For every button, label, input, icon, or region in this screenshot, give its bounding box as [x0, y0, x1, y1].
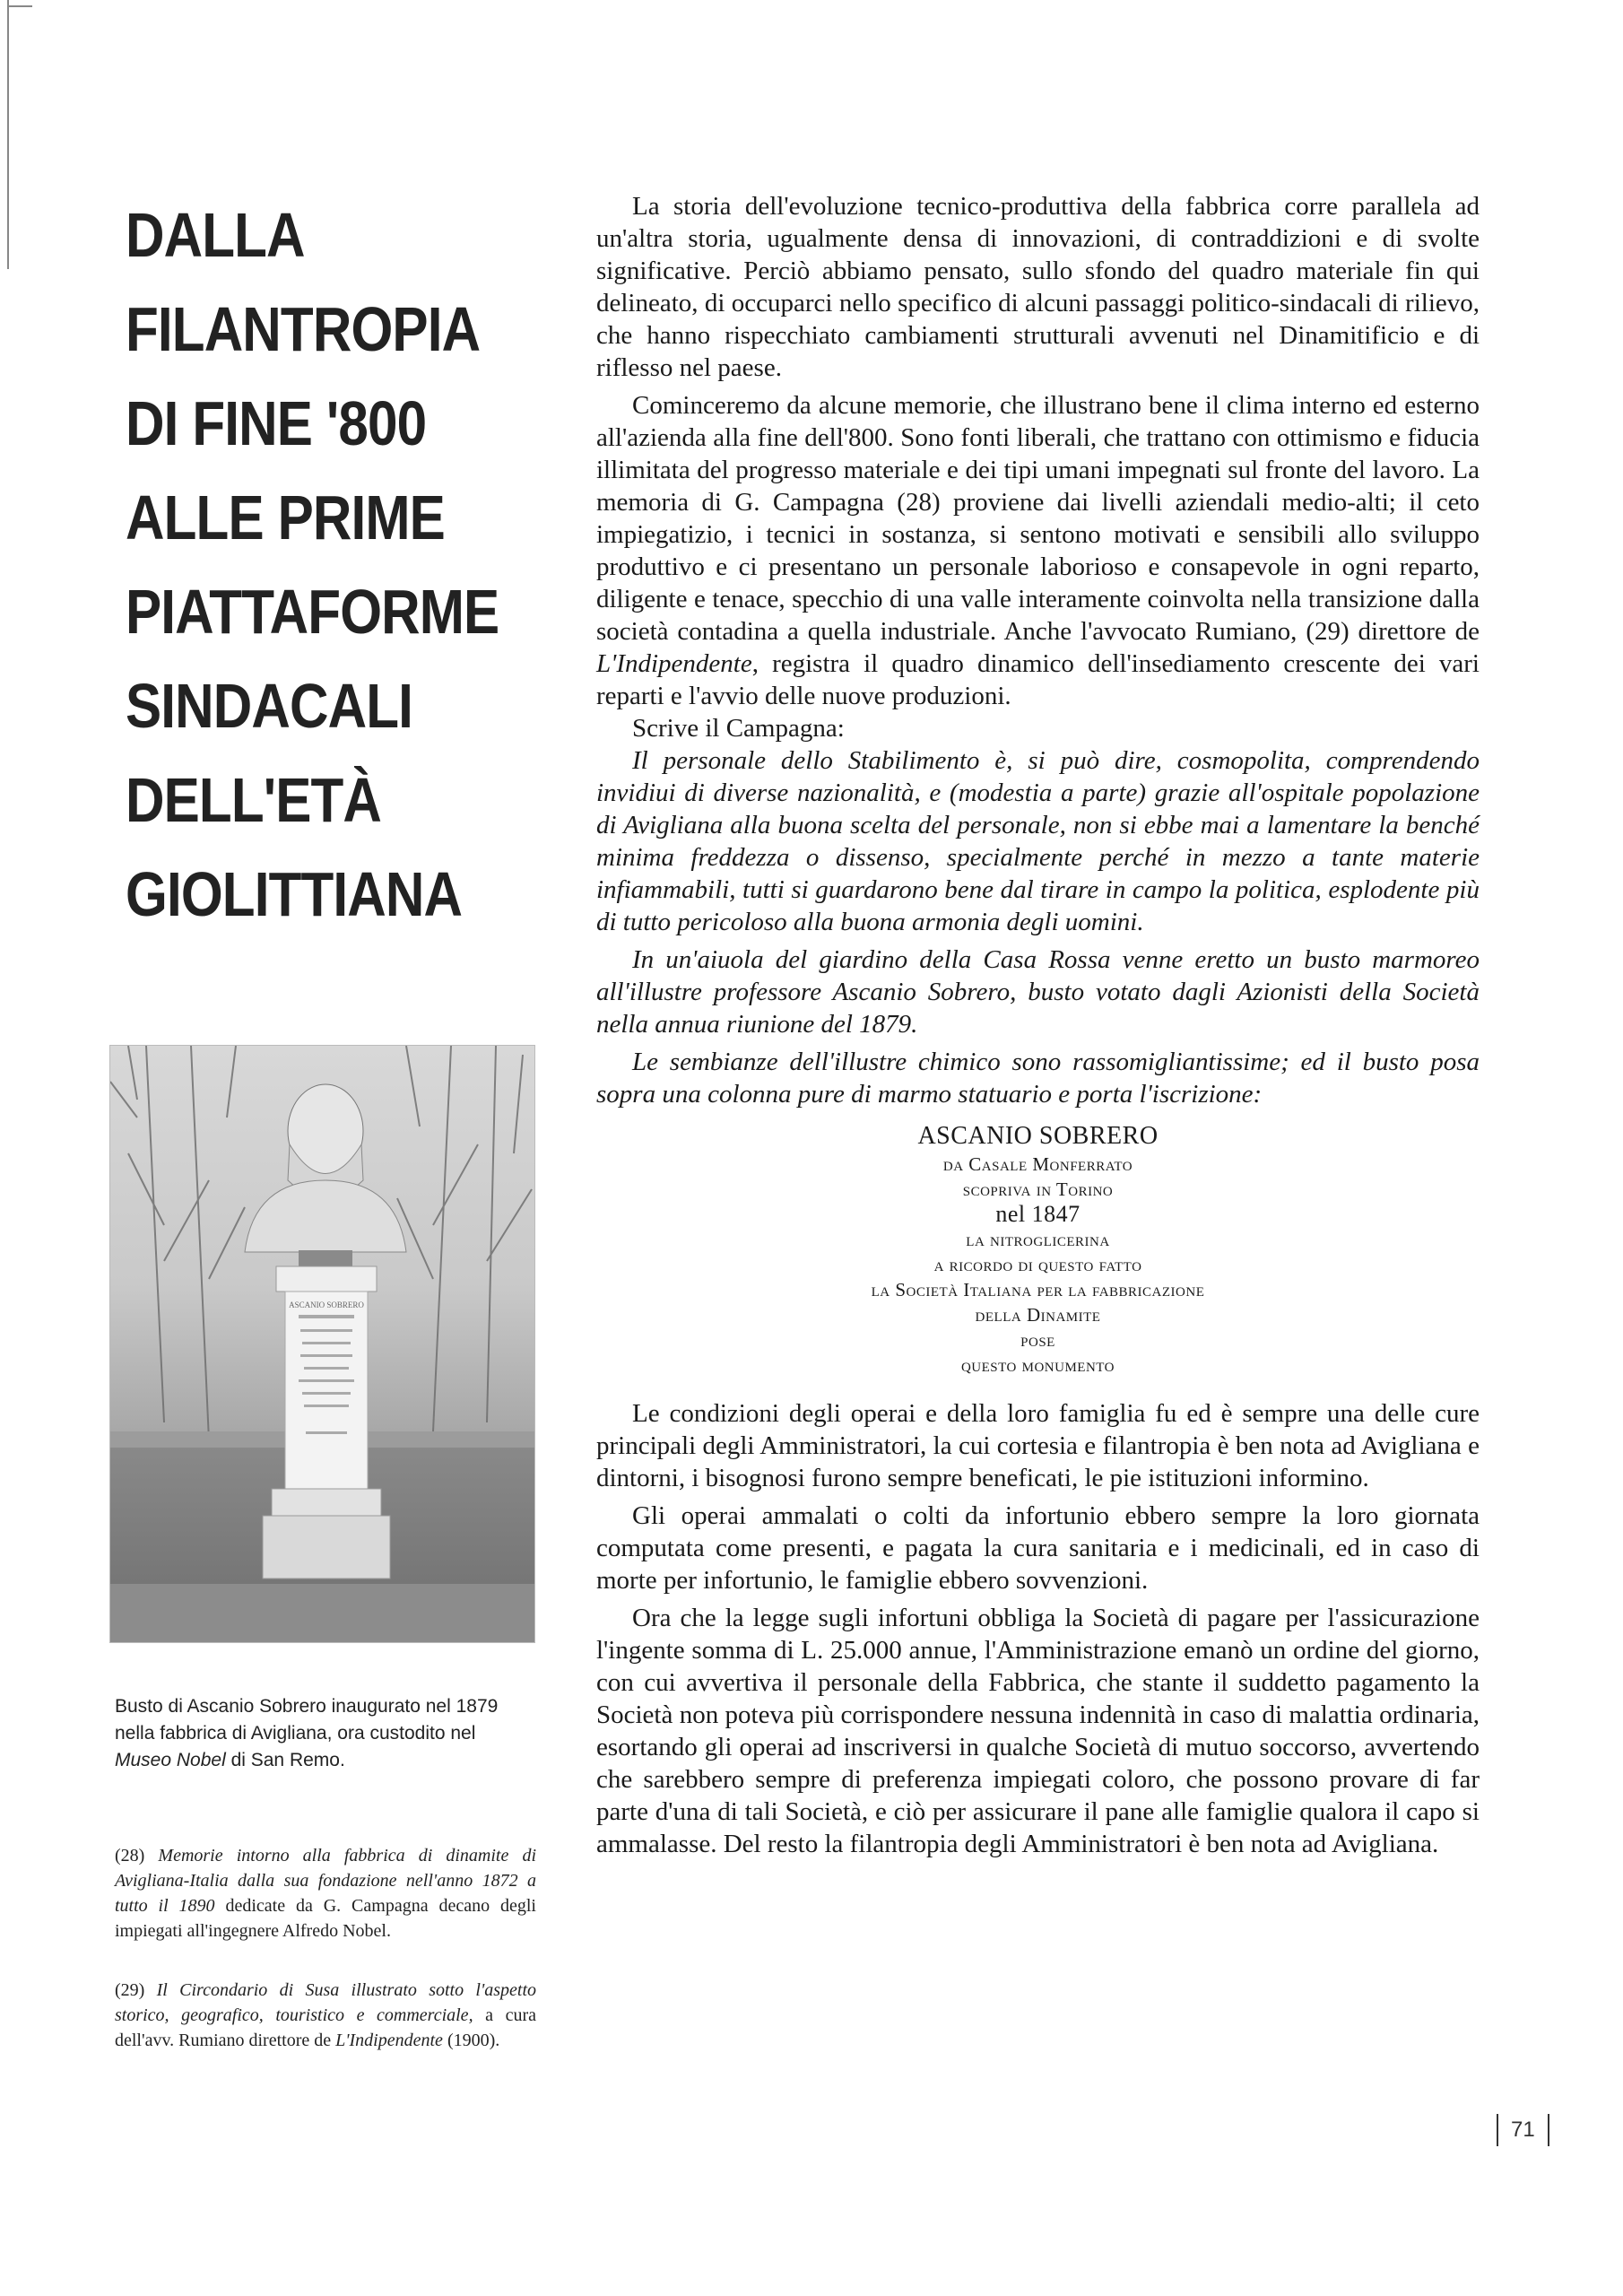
- paragraph: La storia dell'evoluzione tecnico-produttiva della fabbrica corre parallela ad un'altra storia, ugualmente densa di innovazioni, di contraddizioni e di svolte significative. Perciò abbiamo pensato, sullo sfondo del quadro materiale fin qui delineato, di occuparci nello specifico di alcuni passaggi politico-sindacali di rilievo, che hanno rispecchiato cambiamenti strutturali avvenuti nel Dinamitificio e di riflesso nel paese.: [596, 192, 1480, 382]
- inscription-line: la nitroglicerina: [966, 1229, 1110, 1250]
- paragraph: Scrive il Campagna:: [632, 714, 845, 743]
- caption-museum: Museo Nobel: [115, 1750, 226, 1770]
- caption-text-end: di San Remo.: [225, 1750, 345, 1770]
- photo-caption: [115, 1693, 536, 1774]
- inscription-line: pose: [1020, 1329, 1055, 1351]
- footnote-28: [115, 1843, 536, 1944]
- page-number-text: 71: [1511, 2118, 1535, 2142]
- footnote-text: a cura dell'avv. Rumiano direttore de: [115, 2005, 536, 2050]
- plinth-inscription: ASCANIO SOBRERO: [289, 1300, 364, 1309]
- title-line: DELL'ETÀ: [126, 765, 382, 835]
- title-line: GIOLITTIANA: [126, 859, 463, 929]
- bust-photo: [109, 1045, 535, 1643]
- margin-line: [7, 0, 9, 269]
- inscription-line: scopriva in Torino: [962, 1178, 1114, 1200]
- quote-paragraph: Il personale dello Stabilimento è, si può dire, cosmopolita, comprendendo invidiui di diverse nazionalità, e (modestia a parte) grazie all'ospitale popolazione di Avigliana alla buona scelta del personale, non si ebbe mai a lamentare la benché minima freddezza o dissenso, specialmente perché in mezzo a tante materie infiammabili, tutti si guardarono bene dal tirare in campo la politica, esplodente più di tutto pericoloso alla buona armonia degli uomini.: [596, 746, 1480, 936]
- footnote-29: [115, 1978, 536, 2053]
- inscription-line: da Casale Monferrato: [942, 1153, 1133, 1175]
- page-number-bar: [1548, 2114, 1549, 2146]
- margin-tick: [7, 5, 32, 7]
- quote-paragraph: Le sembianze dell'illustre chimico sono rassomigliantissime; ed il busto posa sopra una colonna pure di marmo statuario e porta l'iscrizione:: [596, 1048, 1480, 1109]
- footnote-text: dedicate da G. Campagna decano degli impiegati all'ingegnere Alfredo Nobel.: [115, 1896, 536, 1941]
- footnote-text-end: (1900).: [442, 2031, 500, 2050]
- footnote-number: (29): [115, 1980, 145, 2000]
- footnote-newspaper: L'Indipendente: [335, 2031, 443, 2050]
- title-line: PIATTAFORME: [126, 577, 499, 647]
- bust-photo-illustration: [110, 1046, 534, 1642]
- footnote-number: (28): [115, 1846, 145, 1866]
- title-line: FILANTROPIA: [126, 294, 481, 364]
- paragraph: Ora che la legge sugli infortuni obbliga la Società di pagare per l'assicurazione l'ingente somma di L. 25.000 annue, l'Amministrazione emanò un ordine del giorno, con cui avvertiva il personale della Fabbrica, che stante il suddetto pagamento la Società non poteva più corrispondere nessuna indennità in caso di malattia ordinaria, esortando gli operai ad inscriversi in qualche Società di mutuo soccorso, avvertendo che sarebbero sempre di preferenza impiegati coloro, che possono provare di far parte d'una di tali Società, e ciò per assicurare il pane alle famiglie qualora il capo si ammalasse. Del resto la filantropia degli Amministratori è ben nota ad Avigliana.: [596, 1604, 1480, 1858]
- chapter-title: [126, 188, 499, 942]
- newspaper-name: L'Indipendente: [596, 649, 752, 678]
- inscription-line: nel 1847: [995, 1201, 1081, 1227]
- caption-text: Busto di Ascanio Sobrero inaugurato nel 1879 nella fabbrica di Avigliana, ora custodito nel: [115, 1696, 499, 1744]
- inscription-line: della Dinamite: [975, 1304, 1101, 1326]
- paragraph-text: Cominceremo da alcune memorie, che illustrano bene il clima interno ed esterno all'azienda alla fine dell'800. Sono fonti liberali, che trattano con ottimismo e fiducia illimitata del progresso materiale e dei tipi umani impegnati sul fronte del lavoro. La memoria di G. Campagna (28) proviene dai livelli aziendali medio-alti; il ceto impiegatizio, i tecnici in sostanza, si sentono motivati e sensibili allo sviluppo produttivo e ci presentano un personale laborioso e consapevole in ogni reparto, diligente e tenace, specchio di una valle interamente coinvolta nella transizione dalla società contadina a quella industriale. Anche l'avvocato Rumiano, (29) direttore de: [596, 391, 1480, 646]
- quote-paragraph: In un'aiuola del giardino della Casa Rossa venne eretto un busto marmoreo all'illustre professore Ascanio Sobrero, busto votato dagli Azionisti della Società nella annua riunione del 1879.: [596, 945, 1480, 1039]
- inscription-line: la Società Italiana per la fabbricazione: [871, 1279, 1205, 1300]
- inscription-line: ASCANIO SOBRERO: [917, 1122, 1159, 1150]
- title-line: DALLA: [126, 200, 305, 270]
- paragraph-text-end: , registra il quadro dinamico dell'insediamento crescente dei vari reparti e l'avvio delle nuove produzioni.: [596, 649, 1480, 710]
- title-line: ALLE PRIME: [126, 483, 445, 552]
- footnote-title: Memorie intorno alla fabbrica di dinamite di Avigliana-Italia dalla sua fondazione nell'anno 1872 a tutto il 1890: [115, 1846, 537, 1916]
- title-line: DI FINE '800: [126, 388, 427, 458]
- footnote-title: Il Circondario di Susa illustrato sotto l'aspetto storico, geografico, touristico e commerciale,: [115, 1980, 536, 2025]
- inscription-line: questo monumento: [960, 1354, 1115, 1376]
- paragraph: [596, 389, 1480, 712]
- page-number: [1484, 2112, 1562, 2148]
- inscription-line: a ricordo di questo fatto: [933, 1254, 1142, 1275]
- paragraph: Le condizioni degli operai e della loro famiglia fu ed è sempre una delle cure principali degli Amministratori, la cui cortesia e filantropia è ben nota ad Avigliana e dintorni, i bisognosi furono sempre beneficati, le pie istituzioni informino.: [596, 1399, 1480, 1492]
- page-number-bar: [1497, 2114, 1498, 2146]
- title-line: SINDACALI: [126, 671, 413, 741]
- monument-inscription: [596, 1121, 1480, 1378]
- main-text: [596, 190, 1480, 1860]
- paragraph: Gli operai ammalati o colti da infortunio ebbero sempre la loro giornata computata come presenti, e pagata la cura sanitaria e i medicinali, ed in caso di morte per infortunio, le famiglie ebbero sovvenzioni.: [596, 1501, 1480, 1595]
